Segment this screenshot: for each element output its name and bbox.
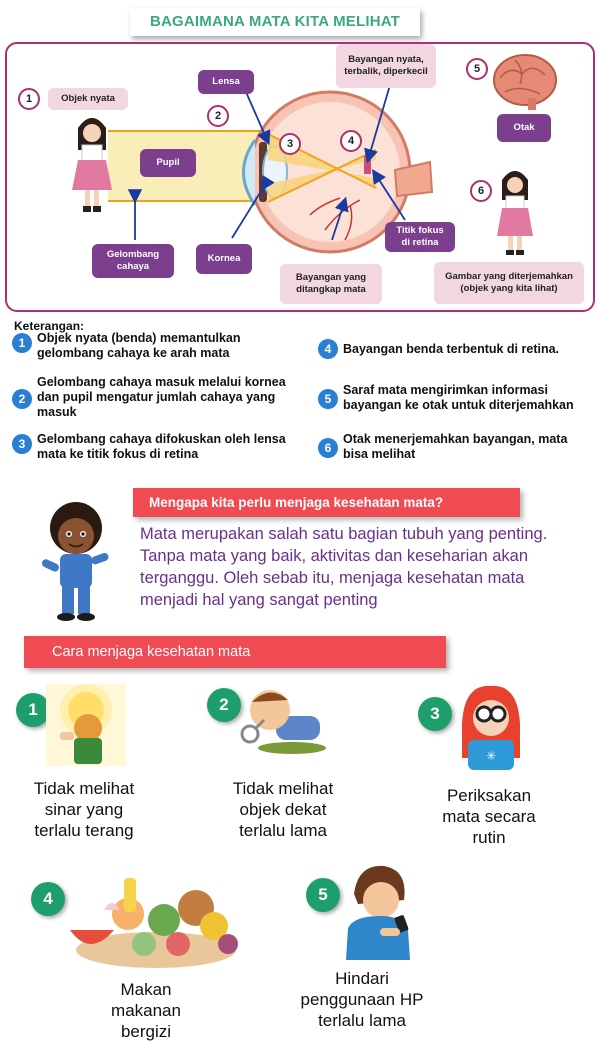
why-heading-banner: Mengapa kita perlu menjaga kesehatan mata? (133, 488, 520, 517)
legend-text: Bayangan benda terbentuk di retina. (343, 342, 560, 356)
tip-5-badge: 5 (306, 878, 340, 912)
diagram-step-4-badge: 4 (340, 130, 362, 152)
tip-3-image-eye-exam-icon (458, 684, 524, 772)
legend-text: Gelombang cahaya masuk melalui kornea dan pupil mengatur jumlah cahaya yang masuk (37, 375, 286, 419)
boy-illustration (36, 498, 116, 628)
tips-heading-banner: Cara menjaga kesehatan mata (24, 636, 446, 668)
legend-item (12, 375, 307, 420)
tip-5-label: Hindari penggunaan HP terlalu lama (300, 969, 424, 1030)
legend-text: Gelombang cahaya difokuskan oleh lensa mata ke titik fokus di retina (37, 432, 286, 461)
legend-number-badge: 5 (318, 389, 338, 409)
legend-item (318, 339, 598, 359)
legend-item (12, 331, 302, 361)
tip-3-label: Periksakan mata secara rutin (442, 786, 536, 847)
legend-text: Saraf mata mengirimkan informasi bayangan ke otak untuk diterjemahkan (343, 383, 574, 412)
label-bayangan-ditangkap: Bayangan yang ditangkap mata (280, 264, 382, 304)
tip-2-badge: 2 (207, 688, 241, 722)
tip-5-image-phone-icon (344, 864, 416, 960)
page-title: BAGAIMANA MATA KITA MELIHAT (130, 8, 420, 36)
legend-item (318, 383, 600, 413)
legend-item (318, 432, 588, 462)
label-gambar-diterjemahkan: Gambar yang diterjemahkan (objek yang kita lihat) (434, 262, 584, 304)
brain-illustration (494, 55, 556, 110)
legend-number-badge: 3 (12, 434, 32, 454)
label-pupil: Pupil (140, 149, 196, 177)
girl-result-illustration (497, 171, 533, 255)
legend-number-badge: 1 (12, 333, 32, 353)
tip-1-badge: 1 (16, 693, 50, 727)
label-lensa: Lensa (198, 70, 254, 94)
label-objek-nyata: Objek nyata (48, 88, 128, 110)
tip-4-label: Makan makanan bergizi (111, 980, 181, 1041)
legend-item (12, 432, 307, 462)
why-body-text: Mata merupakan salah satu bagian tubuh yang penting. Tanpa mata yang baik, aktivitas dan keseharian akan terganggu. Oleh sebab itu, menjaga kesehatan mata menjadi hal yang sangat penting (140, 525, 548, 609)
legend-text: Otak menerjemahkan bayangan, mata bisa melihat (343, 432, 568, 461)
tip-2-image-magnifier-icon (236, 684, 328, 756)
legend-number-badge: 6 (318, 438, 338, 458)
diagram-step-1-badge: 1 (18, 88, 40, 110)
legend-number-badge: 4 (318, 339, 338, 359)
diagram-step-3-badge: 3 (279, 133, 301, 155)
diagram-step-5-badge: 5 (466, 58, 488, 80)
label-titik-fokus: Titik fokus di retina (385, 222, 455, 252)
label-kornea: Kornea (196, 244, 252, 274)
label-otak: Otak (497, 114, 551, 142)
svg-text:✳: ✳ (485, 749, 497, 763)
diagram-step-2-badge: 2 (207, 105, 229, 127)
label-bayangan-terbalik: Bayangan nyata, terbalik, diperkecil (336, 44, 436, 88)
diagram-step-6-badge: 6 (470, 180, 492, 202)
girl-object-illustration (72, 118, 112, 212)
tip-2-label: Tidak melihat objek dekat terlalu lama (232, 779, 334, 840)
legend-text: Objek nyata (benda) memantulkan gelombang cahaya ke arah mata (37, 331, 241, 360)
tip-4-image-food-icon (68, 874, 248, 972)
tip-1-image-sun-icon (46, 684, 126, 766)
label-gelombang-cahaya: Gelombang cahaya (92, 244, 174, 278)
tip-1-label: Tidak melihat sinar yang terlalu terang (33, 779, 135, 840)
tip-4-badge: 4 (31, 882, 65, 916)
legend-number-badge: 2 (12, 389, 32, 409)
legend-heading: Keterangan: (14, 319, 85, 333)
tip-3-badge: 3 (418, 697, 452, 731)
